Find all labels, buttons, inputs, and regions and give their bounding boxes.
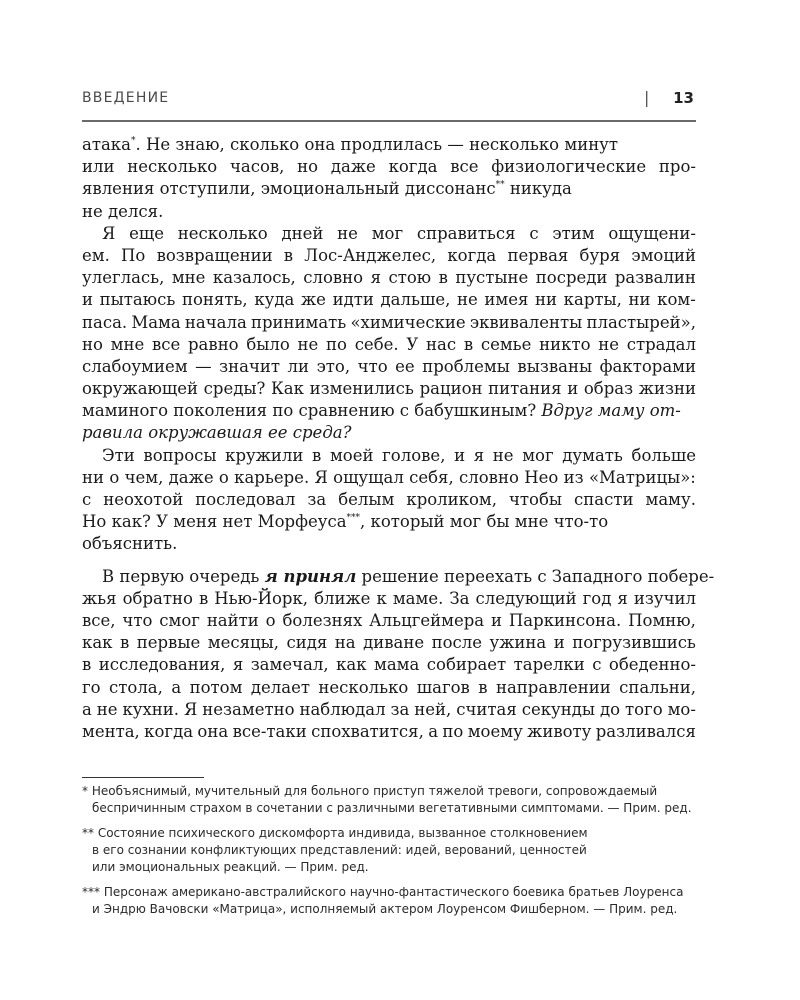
word: смог — [159, 610, 200, 630]
word: физиологические — [491, 157, 647, 177]
word: в — [82, 655, 92, 675]
word: из — [563, 467, 584, 487]
word: ощущал — [333, 467, 404, 487]
word: понять, — [181, 290, 248, 310]
word: все-таки — [232, 721, 307, 741]
text-line — [82, 677, 696, 699]
word: Альцгеймера — [369, 610, 485, 630]
word: буря — [579, 245, 621, 265]
word: я — [370, 268, 381, 288]
word: посреди — [535, 268, 608, 288]
word: значит — [219, 356, 281, 376]
word: даже — [168, 467, 214, 487]
word: обеденно- — [608, 655, 696, 675]
word: и — [491, 610, 503, 630]
section-title: ВВЕДЕНИЕ — [82, 90, 170, 106]
word: карьере. — [234, 467, 310, 487]
word: когда — [388, 157, 438, 177]
text-line — [82, 654, 696, 676]
word: это, — [316, 356, 351, 376]
word: и — [82, 290, 93, 310]
word: с — [82, 490, 92, 509]
word: ближе — [314, 588, 371, 608]
word: еще — [129, 223, 164, 243]
word: кружили — [225, 445, 304, 465]
word: не — [337, 223, 358, 243]
word: никто — [539, 334, 591, 354]
word: За — [449, 588, 470, 608]
word: Я — [314, 467, 328, 487]
text-line — [82, 699, 696, 721]
word: белым — [338, 490, 395, 509]
text-line — [82, 400, 696, 422]
text-line — [82, 489, 696, 511]
text-line — [82, 223, 696, 245]
word: голове, — [382, 445, 446, 465]
word: рацион — [419, 379, 483, 399]
word: в — [119, 633, 130, 653]
word: до — [599, 699, 621, 719]
word: жья — [82, 588, 117, 608]
footnote-line: ** Состояние психического дискомфорта индивида, вызванное столкновением — [82, 826, 588, 840]
text-line: объяснить. — [82, 534, 178, 554]
word: Как — [271, 379, 304, 399]
text-line — [82, 721, 696, 743]
word: тарелки — [513, 655, 585, 675]
word: спасти — [574, 490, 634, 509]
footnote-line: беспричинным страхом в сочетании с различными вегетативными симптомами. — Прим. ред. — [92, 801, 692, 815]
word: Я — [102, 223, 116, 243]
word: — — [195, 356, 212, 376]
word: словно — [459, 467, 519, 487]
word: кроликом, — [406, 490, 497, 509]
word: Паркинсона. — [508, 610, 622, 630]
word: как — [82, 633, 113, 653]
word: все — [450, 157, 479, 177]
word: нас — [426, 334, 457, 354]
word: делает — [250, 677, 310, 697]
word: факторами — [599, 356, 696, 376]
text-fragment: решение переехать с Западного побере- — [356, 566, 715, 586]
word: диване — [363, 633, 425, 653]
word: питания — [488, 379, 562, 399]
text-line — [82, 588, 696, 610]
word: го — [82, 677, 101, 697]
footnote-rule — [82, 777, 204, 778]
word: стола, — [109, 677, 163, 697]
word: развалин — [614, 268, 696, 288]
text-line — [82, 312, 696, 334]
footnote-line: * Необъяснимый, мучительный для больного приступ тяжелой тревоги, сопровождаемый — [82, 784, 658, 798]
word: этим — [552, 223, 595, 243]
word: а — [171, 677, 182, 697]
word: не — [297, 334, 319, 354]
main-text — [82, 134, 715, 743]
word: ли — [287, 356, 310, 376]
word: идти — [332, 290, 374, 310]
word: год — [582, 588, 612, 608]
italic-text: Вдруг маму от- — [541, 401, 681, 421]
word: первая — [507, 245, 569, 265]
text-line — [82, 334, 696, 356]
word: окружающей — [82, 379, 198, 399]
word: в — [198, 588, 209, 608]
word: эмоций — [631, 245, 696, 265]
word: было — [246, 334, 290, 354]
word: потом — [189, 677, 243, 697]
word: семье — [480, 334, 532, 354]
word: По — [121, 245, 146, 265]
word: Я — [184, 699, 198, 719]
text-line — [82, 632, 696, 654]
running-header — [82, 88, 696, 114]
word: ни — [628, 290, 651, 310]
word: ни — [535, 290, 558, 310]
word: среды? — [203, 379, 266, 399]
word: с — [529, 223, 539, 243]
word: но — [297, 157, 319, 177]
word: по — [442, 721, 464, 741]
word: казалось, — [212, 268, 296, 288]
page-number: 13 — [673, 89, 694, 107]
word: секунды — [521, 699, 596, 719]
word: моей — [329, 445, 374, 465]
text-line — [82, 445, 696, 467]
word: имея — [484, 290, 529, 310]
text-fragment: Но как? У меня нет Морфеуса — [82, 512, 347, 532]
word: за — [390, 699, 410, 719]
word: найти — [206, 610, 259, 630]
word: дальше, — [380, 290, 451, 310]
text-fragment: явления отступили, эмоциональный диссонанс — [82, 179, 496, 199]
word: направлении — [495, 677, 611, 697]
word: мента, — [82, 721, 140, 741]
word: пустыне — [455, 268, 529, 288]
word: я — [473, 445, 485, 465]
footnote-line: *** Персонаж американо-австралийского научно-фантастического боевика братьев Лоуренса — [82, 885, 684, 899]
footnote-line: и Эндрю Вачовски «Матрица», исполняемый актером Лоуренсом Фишберном. — Прим. ред. — [92, 902, 678, 916]
word: изменились — [309, 379, 414, 399]
text-line — [82, 156, 696, 178]
word: с — [592, 655, 602, 675]
text-fragment: никуда — [504, 179, 572, 199]
word: слабоумием — [82, 356, 188, 376]
text-fragment: . Не знаю, сколько она продлилась — несколько минут — [135, 135, 619, 154]
word: словно — [303, 268, 364, 288]
word: и — [567, 379, 579, 399]
word: болезнях — [282, 610, 363, 630]
footnote-ref[interactable]: * — [130, 136, 136, 146]
word: погрузившись — [572, 633, 696, 653]
word: в — [312, 445, 322, 465]
word: все, — [82, 610, 116, 630]
word: думать — [562, 445, 623, 465]
word: не — [598, 334, 619, 354]
word: несколько — [318, 677, 409, 697]
text-line: не делся. — [82, 201, 164, 221]
footnote-2 — [82, 825, 712, 876]
word: вызваны — [517, 356, 593, 376]
word: карты, — [563, 290, 622, 310]
word: а — [82, 699, 92, 719]
word: все — [151, 334, 181, 354]
word: Лос-Анджелес, — [304, 245, 437, 265]
word: даже — [330, 157, 376, 177]
word: вопросы — [143, 445, 217, 465]
word: по — [326, 334, 347, 354]
text-fragment: атака — [82, 135, 131, 154]
word: маму. — [645, 490, 696, 509]
word: того — [625, 699, 663, 719]
word: месяцы, — [207, 633, 279, 653]
word: и — [454, 445, 466, 465]
word: чем, — [124, 467, 164, 487]
word: маме. — [392, 588, 444, 608]
word: несколько — [177, 223, 268, 243]
word: справиться — [416, 223, 516, 243]
text-fragment: , который мог бы мне что-то — [360, 512, 609, 532]
word: кухни. — [122, 699, 180, 719]
word: что — [122, 610, 153, 630]
word: не — [492, 445, 514, 465]
paragraph-gap — [82, 556, 696, 566]
word: в — [463, 334, 474, 354]
word: неохотой — [103, 490, 184, 509]
word: ни — [82, 467, 104, 487]
word: пытаюсь — [99, 290, 176, 310]
word: ем. — [82, 245, 110, 265]
text-fragment: В первую очередь — [102, 566, 265, 586]
footnote-line: или эмоциональных реакций. — Прим. ред. — [92, 860, 369, 874]
word: несколько — [127, 157, 218, 177]
word: когда — [447, 245, 497, 265]
word: изучил — [633, 588, 696, 608]
word: о — [265, 610, 276, 630]
text-line — [82, 134, 696, 156]
word: считая — [456, 699, 517, 719]
word: ощущени- — [608, 223, 696, 243]
word: спохватится, — [311, 721, 424, 741]
word: страдал — [626, 334, 696, 354]
text-line — [82, 356, 696, 378]
word: но — [82, 334, 103, 354]
word: не — [96, 699, 118, 719]
text-line: равила окружавшая ее среда? — [82, 423, 352, 443]
word: Нео — [524, 467, 559, 487]
text-line — [82, 378, 696, 400]
word: моему — [467, 721, 523, 741]
header-separator: | — [644, 88, 651, 107]
word: часов, — [229, 157, 285, 177]
word: ней, — [414, 699, 452, 719]
word: собирает — [426, 655, 507, 675]
word: «химические — [350, 312, 466, 332]
word: животу — [527, 721, 592, 741]
word: пластырей», — [586, 312, 696, 332]
word: же — [300, 290, 326, 310]
text-line — [82, 178, 696, 200]
text-line — [82, 467, 696, 489]
word: в — [438, 268, 448, 288]
word: мог — [522, 445, 554, 465]
word: У — [406, 334, 419, 354]
word: наблюдал — [299, 699, 386, 719]
header-rule — [82, 120, 696, 122]
word: замечал, — [250, 655, 329, 675]
word: когда — [144, 721, 194, 741]
word: к — [376, 588, 387, 608]
footnote-ref[interactable]: ** — [495, 180, 505, 191]
text-line — [82, 511, 696, 533]
word: за — [307, 490, 327, 509]
word: образ — [583, 379, 634, 399]
word: паса. — [82, 312, 128, 332]
word: разливался — [595, 721, 696, 741]
word: ужина — [489, 633, 547, 653]
footnotes — [82, 783, 712, 926]
word: ее — [395, 356, 415, 376]
word: мне — [171, 268, 206, 288]
word: о — [218, 467, 229, 487]
word: сидя — [286, 633, 328, 653]
word: себе. — [354, 334, 399, 354]
word: незаметно — [202, 699, 295, 719]
word: принимать — [250, 312, 347, 332]
word: себя, — [409, 467, 454, 487]
word: а — [428, 721, 439, 741]
word: после — [431, 633, 483, 653]
text-line — [82, 566, 715, 588]
word: на — [334, 633, 356, 653]
word: мама — [373, 655, 420, 675]
text-line — [82, 267, 696, 289]
word: и — [553, 633, 565, 653]
word: улеглась, — [82, 268, 165, 288]
word: возвращении — [156, 245, 273, 265]
word: в — [283, 245, 294, 265]
word: о — [109, 467, 120, 487]
footnote-3 — [82, 884, 712, 918]
word: она — [197, 721, 229, 741]
word: эквиваленты — [469, 312, 583, 332]
word: Эти — [102, 445, 135, 465]
word: следующий — [475, 588, 577, 608]
word: мне — [110, 334, 145, 354]
word: ком- — [657, 290, 696, 310]
word: Помню, — [628, 610, 696, 630]
word: «Матрицы»: — [588, 467, 696, 487]
word: в — [478, 677, 488, 697]
word: про- — [658, 157, 696, 177]
text-line — [82, 289, 696, 311]
word: не — [456, 290, 478, 310]
emphasis-text: я принял — [264, 566, 357, 586]
word: или — [82, 157, 115, 177]
word: обратно — [122, 588, 193, 608]
footnote-1 — [82, 783, 712, 817]
word: начала — [184, 312, 247, 332]
word: чтобы — [509, 490, 563, 509]
word: я — [617, 588, 628, 608]
word: первые — [136, 633, 201, 653]
text-line — [82, 610, 696, 632]
text-fragment: маминого поколения по сравнению с бабушкиным? — [82, 401, 542, 421]
word: равно — [188, 334, 239, 354]
footnote-line: в его сознании конфликтующих представлений: идей, верований, ценностей — [92, 843, 587, 857]
word: я — [232, 655, 244, 675]
word: Мама — [131, 312, 181, 332]
footnote-ref[interactable]: *** — [346, 513, 361, 524]
word: шагов — [416, 677, 470, 697]
word: больше — [631, 445, 696, 465]
word: проблемы — [422, 356, 510, 376]
word: исследования, — [98, 655, 226, 675]
word: что — [357, 356, 388, 376]
word: Нью-Йорк, — [214, 588, 309, 608]
word: жизни — [638, 379, 696, 399]
word: мо- — [667, 699, 696, 719]
word: последовал — [195, 490, 296, 509]
text-line — [82, 245, 696, 267]
word: как — [336, 655, 367, 675]
word: куда — [254, 290, 295, 310]
word: стою — [388, 268, 432, 288]
word: дней — [281, 223, 324, 243]
word: мог — [371, 223, 404, 243]
word: спальни, — [619, 677, 696, 697]
